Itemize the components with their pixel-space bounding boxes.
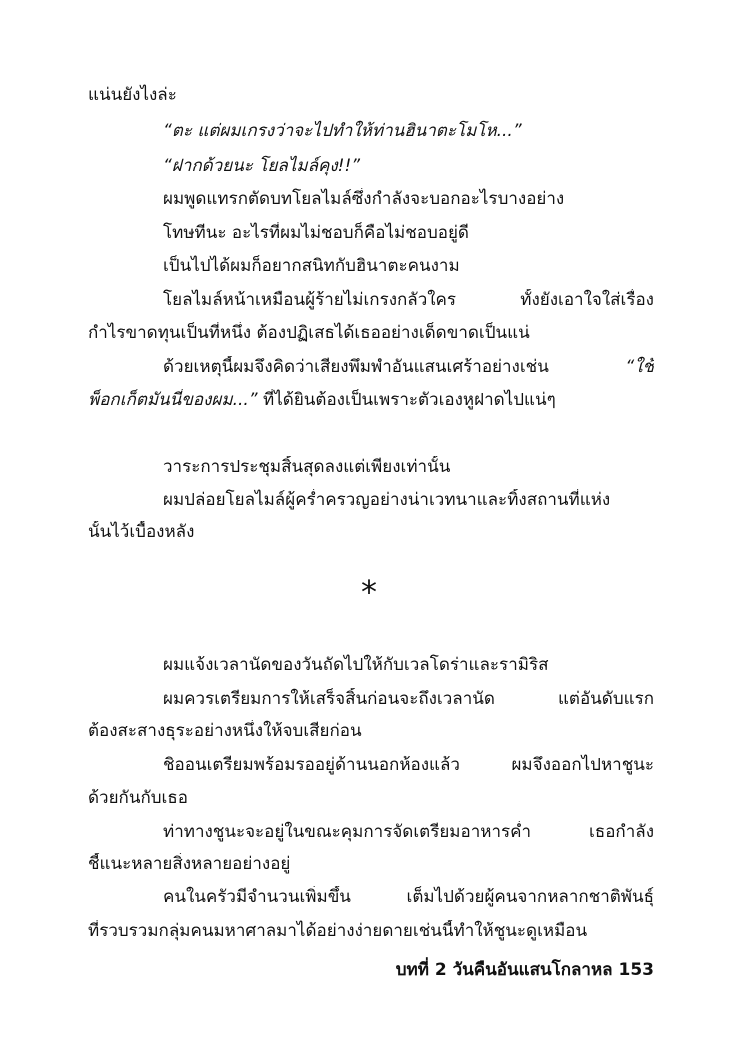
paragraph-line: ท่าทางชูนะจะอยู่ในขณะคุมการจัดเตรียมอาหารค่ำ เธอกำลัง <box>163 822 654 842</box>
paragraph-line: กำไรขาดทุนเป็นที่หนึ่ง ต้องปฏิเสธได้เธออย่างเด็ดขาดเป็นแน่ <box>88 323 530 343</box>
paragraph-line: ผมพูดแทรกตัดบทโยลไมล์ซึ่งกำลังจะบอกอะไรบางอย่าง <box>163 189 565 209</box>
normal-text: ด้วยเหตุนี้ผมจึงคิดว่าเสียงพึมพำอันแสนเศร้าอย่างเช่น <box>163 357 626 377</box>
paragraph-line: คนในครัวมีจำนวนเพิ่มขึ้น เต็มไปด้วยผู้คนจากหลากชาติพันธุ์ <box>163 887 654 907</box>
section-separator: * <box>361 573 377 611</box>
paragraph-line: แน่นยังไงล่ะ <box>88 85 177 105</box>
paragraph-line: ผมปล่อยโยลไมล์ผู้คร่ำครวญอย่างน่าเวทนาและทิ้งสถานที่แห่ง <box>163 490 611 510</box>
paragraph-line: ที่รวบรวมกลุ่มคนมหาศาลมาได้อย่างง่ายดายเช่นนี้ทำให้ชูนะดูเหมือน <box>88 921 588 941</box>
dialogue-line: “ฝากด้วยนะ โยลไมล์คุง!!” <box>163 156 361 176</box>
paragraph-line-mixed <box>88 389 654 411</box>
paragraph-line: วาระการประชุมสิ้นสุดลงแต่เพียงเท่านั้น <box>163 457 451 477</box>
dialogue-line: “ตะ แต่ผมเกรงว่าจะไปทำให้ท่านฮินาตะโมโห...” <box>163 121 522 141</box>
paragraph-line: ชี้แนะหลายสิ่งหลายอย่างอยู่ <box>88 854 291 874</box>
italic-quote: “ใช้ <box>625 357 654 377</box>
normal-text: ที่ได้ยินต้องเป็นเพราะตัวเองหูฝาดไปแน่ๆ <box>257 390 556 410</box>
paragraph-line: โทษทีนะ อะไรที่ผมไม่ชอบก็คือไม่ชอบอยู่ดี <box>163 223 469 243</box>
running-footer: บทที่ 2 วันคืนอันแสนโกลาหล 153 <box>395 960 654 980</box>
paragraph-line: โยลไมล์หน้าเหมือนผู้ร้ายไม่เกรงกลัวใคร ทั้งยังเอาใจใส่เรื่อง <box>163 290 654 310</box>
paragraph-line: นั้นไว้เบื้องหลัง <box>88 522 195 542</box>
paragraph-line: ด้วยกันกับเธอ <box>88 788 188 808</box>
paragraph-line: ชิออนเตรียมพร้อมรออยู่ด้านนอกห้องแล้ว ผมจึงออกไปหาชูนะ <box>163 755 654 775</box>
italic-quote: พ็อกเก็ตมันนี่ของผม...” <box>88 390 258 410</box>
paragraph-line: เป็นไปได้ผมก็อยากสนิทกับฮินาตะคนงาม <box>163 256 460 276</box>
paragraph-line: ผมควรเตรียมการให้เสร็จสิ้นก่อนจะถึงเวลานัด แต่อันดับแรก <box>163 689 654 709</box>
paragraph-line: ผมแจ้งเวลานัดของวันถัดไปให้กับเวลโดร่าและรามิริส <box>163 655 549 675</box>
paragraph-line-mixed <box>163 356 654 378</box>
paragraph-line: ต้องสะสางธุระอย่างหนึ่งให้จบเสียก่อน <box>88 721 362 741</box>
